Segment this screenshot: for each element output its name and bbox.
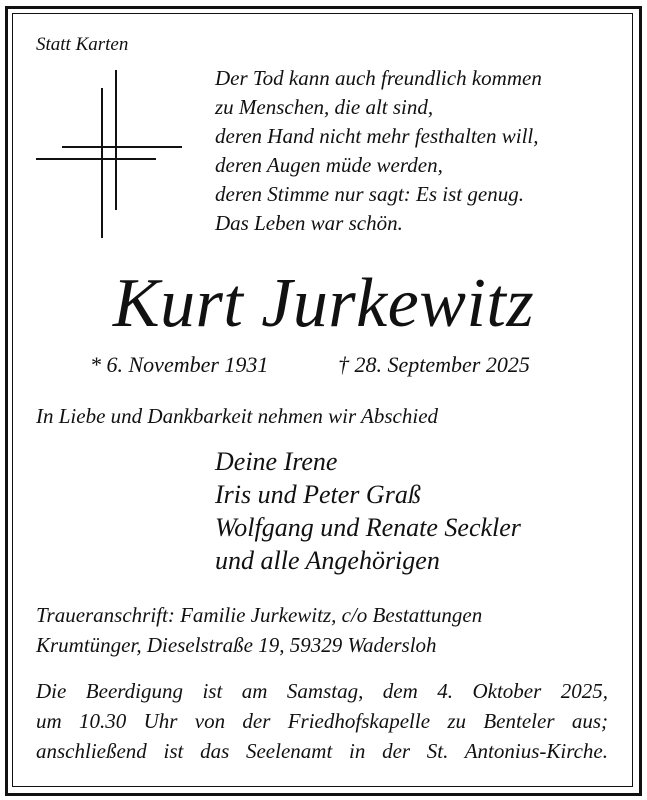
mourner-line: und alle Angehörigen [215, 546, 440, 575]
poem-line: Das Leben war schön. [215, 211, 403, 235]
poem-line: Der Tod kann auch freundlich kommen [215, 66, 542, 90]
funeral-line: um 10.30 Uhr von der Friedhofskapelle zu Benteler aus; [36, 709, 608, 733]
poem [215, 64, 542, 238]
deceased-name: Kurt Jurkewitz [112, 265, 535, 342]
statt-karten-label: Statt Karten [36, 34, 129, 55]
funeral-line: Die Beerdigung ist am Samstag, dem 4. Oktober 2025, [36, 679, 608, 703]
mourner-line: Wolfgang und Renate Seckler [215, 513, 521, 542]
poem-line: deren Augen müde werden, [215, 153, 443, 177]
funeral-details [36, 676, 608, 766]
death-date: † 28. September 2025 [338, 352, 530, 377]
address-line: Krumtünger, Dieselstraße 19, 59329 Wadersloh [36, 633, 437, 657]
mourner-line: Iris und Peter Graß [215, 480, 421, 509]
address-line: Traueranschrift: Familie Jurkewitz, c/o Bestattungen [36, 603, 483, 627]
funeral-line: anschließend ist das Seelenamt in der St. Antonius-Kirche. [36, 739, 608, 763]
mourners-list [215, 445, 521, 577]
mourner-line: Deine Irene [215, 447, 338, 476]
mourning-address [36, 600, 482, 660]
farewell-text: In Liebe und Dankbarkeit nehmen wir Abschied [36, 404, 439, 428]
poem-line: deren Hand nicht mehr festhalten will, [215, 124, 539, 148]
poem-line: deren Stimme nur sagt: Es ist genug. [215, 182, 524, 206]
birth-date: * 6. November 1931 [90, 352, 269, 377]
poem-line: zu Menschen, die alt sind, [215, 95, 434, 119]
